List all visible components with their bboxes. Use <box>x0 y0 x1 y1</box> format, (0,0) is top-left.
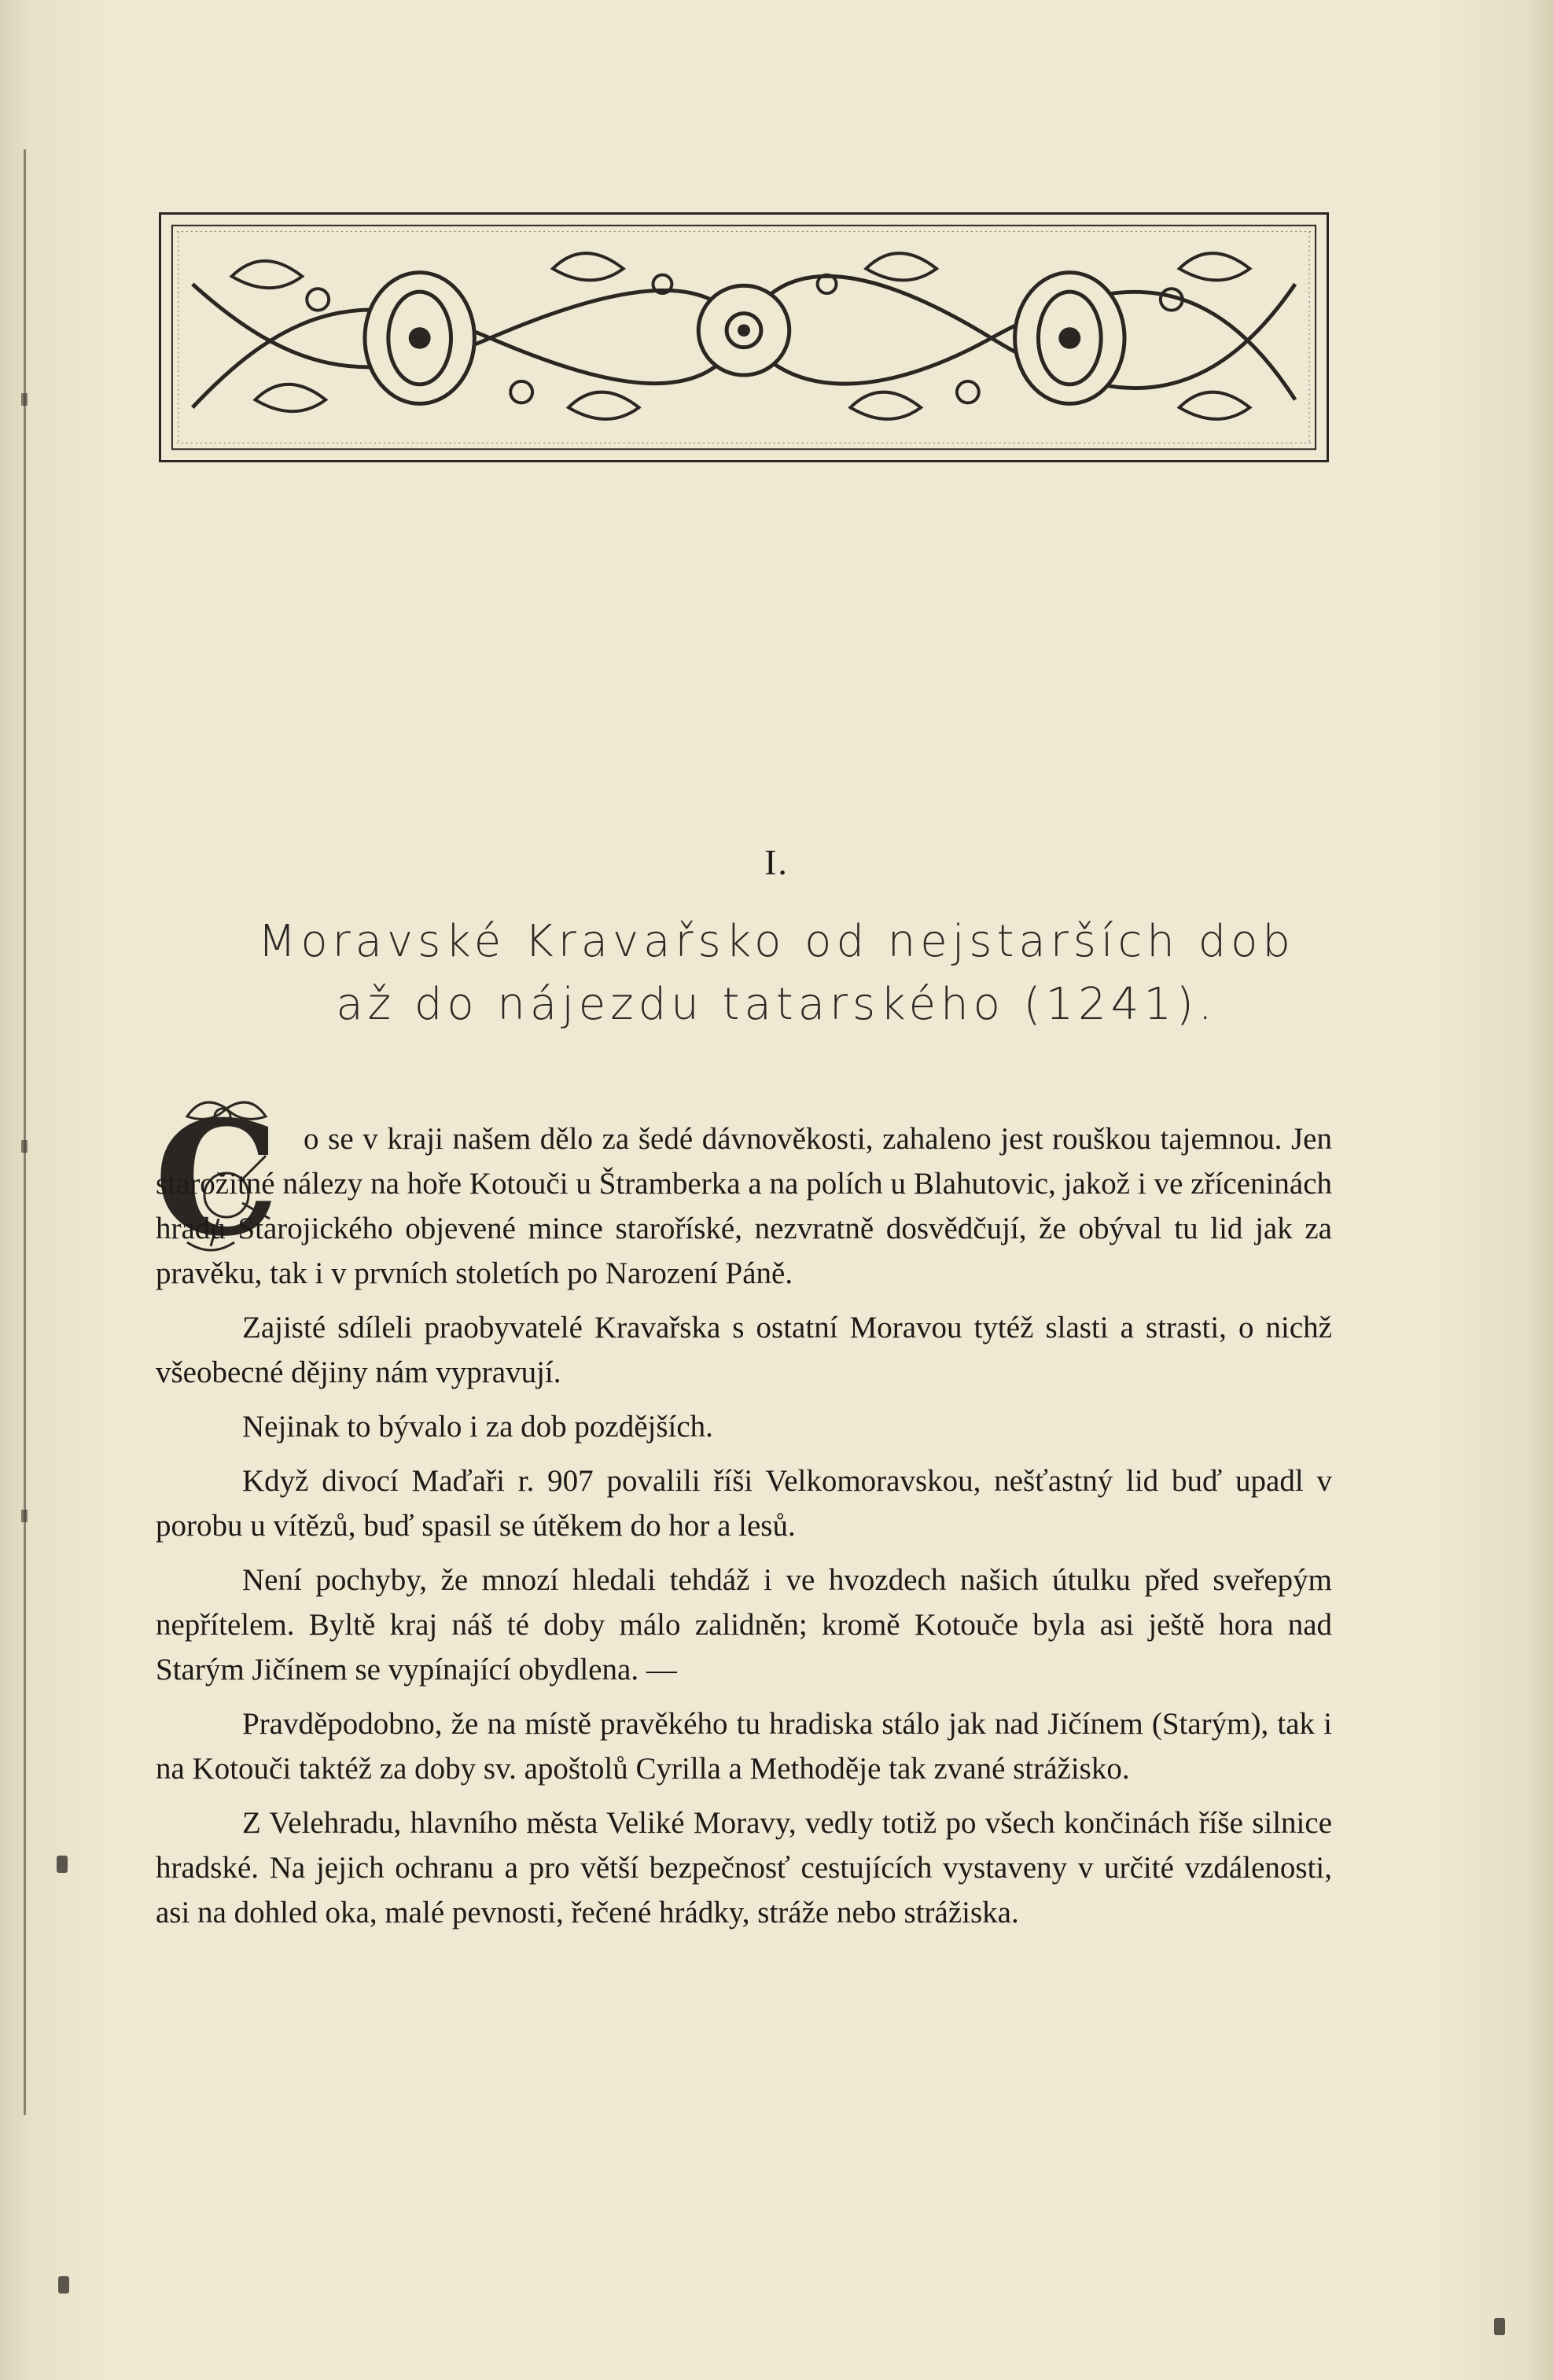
body-text <box>156 1116 1332 1935</box>
chapter-number: I. <box>764 842 789 882</box>
binding-edge <box>24 149 26 2115</box>
paragraph: Když divocí Maďaři r. 907 povalili říši Velkomoravskou, nešťastný lid buď upadl v porobu u vítězů, buď spasil se útěkem do hor a lesů. <box>156 1464 1332 1543</box>
paragraph: Pravděpodobno, že na místě pravěkého tu hradiska stálo jak nad Jičínem (Starým), tak i na Kotouči taktéž za doby sv. apoštolů Cyrilla a Methoděje tak zvané strážisko. <box>156 1707 1332 1786</box>
paragraph: Zajisté sdíleli praobyvatelé Kravařska s ostatní Moravou tytéž slasti a strasti, o nichž všeobecné dějiny nám vypravují. <box>156 1311 1332 1389</box>
corner-stain <box>1494 2318 1505 2335</box>
paragraph: Z Velehradu, hlavního města Veliké Moravy, vedly totiž po všech končinách říše silnice hradské. Na jejich ochranu a pro větší bezpečnosť cestujících vystaveny v určité vzdálenosti, asi na dohled oka, malé pevnosti, řečené hrádky, stráže nebo strážiska. <box>156 1806 1332 1929</box>
paragraph: o se v kraji našem dělo za šedé dávnověkosti, zahaleno jest rouškou tajemnou. Jen starožitné nálezy na hoře Kotouči u Štramberka a na polích u Blahutovic, jakož i ve zříceninách hradu Starojického objevené mince staroříské, nezvratně dosvědčují, že obýval tu lid jak za pravěku, tak i v prvních stoletích po Narození Páně. <box>156 1122 1332 1290</box>
paragraph: Nejinak to bývalo i za dob pozdějších. <box>242 1410 713 1444</box>
dropcap-letter: C <box>154 1087 280 1271</box>
paragraph: Není pochyby, že mnozí hledali tehdáž i ve hvozdech našich útulku před sveřepým nepřítelem. Byltě kraj náš té doby málo zalidněn; kromě Kotouče byla asi ještě hora nad Starým Jičínem se vypínající obydlena. — <box>156 1563 1332 1687</box>
margin-mark <box>21 1140 28 1153</box>
margin-mark <box>21 393 28 406</box>
chapter-title-line-1: Moravské Kravařsko od nejstarších dob <box>258 916 1295 967</box>
chapter-title-line-2: až do nájezdu tatarského (1241). <box>336 979 1217 1030</box>
margin-stain <box>58 2276 69 2294</box>
margin-stain <box>57 1856 68 1873</box>
margin-mark <box>21 1510 28 1522</box>
floral-header-ornament-icon <box>159 212 1329 462</box>
